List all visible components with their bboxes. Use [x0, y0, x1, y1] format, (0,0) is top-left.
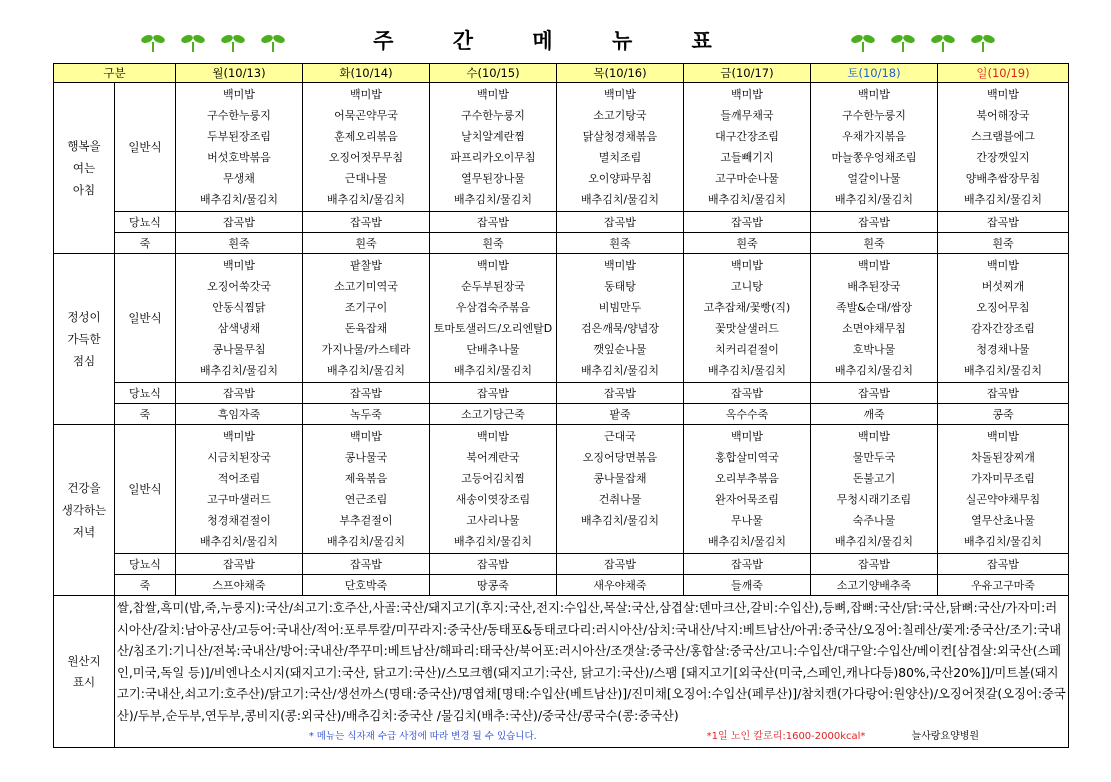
menu-item: 대구간장조림	[715, 130, 779, 143]
menu-change-note: * 메뉴는 식자재 수급 사정에 따라 변경 될 수 있습니다.	[309, 731, 537, 743]
page-title: 주 간 메 뉴 표	[373, 29, 738, 53]
diabetic-cell: 잡곡밥	[684, 383, 811, 404]
porridge-cell: 흰죽	[811, 233, 938, 254]
menu-item: 백미밥	[731, 88, 763, 101]
menu-cell	[176, 83, 303, 212]
menu-item: 백미밥	[858, 88, 890, 101]
menu-item: 조기구이	[344, 301, 388, 314]
menu-item: 고구마순나물	[715, 172, 779, 185]
menu-item: 훈제오리볶음	[334, 130, 398, 143]
diabetic-cell: 잡곡밥	[811, 383, 938, 404]
menu-item: 배추김치/물김치	[326, 364, 406, 377]
diabetic-cell: 잡곡밥	[176, 212, 303, 233]
menu-item: 완자어묵조림	[715, 493, 779, 506]
menu-cell	[303, 425, 430, 554]
meal-name-line: 생각하는	[61, 503, 107, 517]
porridge-cell: 소고기당근죽	[430, 404, 557, 425]
menu-item: 배추김치/물김치	[326, 535, 406, 548]
diabetic-cell: 잡곡밥	[430, 554, 557, 575]
menu-item: 오징어젓무무침	[328, 151, 404, 164]
menu-cell	[684, 254, 811, 383]
menu-item: 검은깨묵/양념장	[580, 322, 660, 335]
porridge-cell: 새우야채죽	[557, 575, 684, 596]
diabetic-cell: 잡곡밥	[938, 212, 1069, 233]
menu-item: 배추김치/물김치	[707, 193, 787, 206]
menu-cell	[430, 425, 557, 554]
menu-item: 구수한누룽지	[461, 109, 525, 122]
menu-cell	[938, 83, 1069, 212]
diabetic-cell: 잡곡밥	[938, 554, 1069, 575]
menu-item: 실곤약야채무침	[965, 493, 1041, 506]
porridge-cell: 우유고구마죽	[938, 575, 1069, 596]
menu-item: 간장깻잎지	[976, 151, 1030, 164]
menu-item: 백미밥	[604, 88, 636, 101]
diabetic-cell: 잡곡밥	[303, 554, 430, 575]
menu-item: 백미밥	[731, 259, 763, 272]
diabetic-cell: 잡곡밥	[938, 383, 1069, 404]
meal-name-line: 점심	[72, 354, 96, 368]
meal-name	[54, 254, 115, 425]
origin-label-line: 표시	[72, 674, 96, 689]
menu-item: 배추김치/물김치	[580, 364, 660, 377]
menu-item: 백미밥	[350, 88, 382, 101]
meal-diabetic-row	[54, 383, 1069, 404]
menu-item: 버섯호박볶음	[207, 151, 271, 164]
sprout-icon	[930, 30, 956, 54]
meal-diabetic-row	[54, 554, 1069, 575]
origin-label	[54, 596, 115, 748]
menu-item: 백미밥	[858, 430, 890, 443]
diabetic-cell: 잡곡밥	[176, 554, 303, 575]
header-day: 화(10/14)	[303, 64, 430, 83]
meal-name-line: 여는	[72, 161, 96, 175]
menu-item: 오이양파무침	[588, 172, 652, 185]
menu-item: 배추김치/물김치	[707, 535, 787, 548]
menu-item: 두부된장조림	[207, 130, 271, 143]
menu-item: 오징어당면볶음	[582, 451, 658, 464]
general-label: 일반식	[115, 254, 176, 383]
origin-cell	[115, 596, 1069, 748]
menu-item: 족발&순대/쌈장	[835, 301, 913, 314]
diabetic-cell: 잡곡밥	[684, 554, 811, 575]
menu-item: 들깨무채국	[720, 109, 774, 122]
menu-item: 열무산초나물	[971, 514, 1035, 527]
menu-item: 백미밥	[223, 259, 255, 272]
sprout-icon	[970, 30, 996, 54]
menu-item: 소고기미역국	[334, 280, 398, 293]
meal-diabetic-row	[54, 212, 1069, 233]
menu-item: 단배추나물	[466, 343, 520, 356]
porridge-label: 죽	[115, 233, 176, 254]
menu-item: 순두부된장국	[461, 280, 525, 293]
menu-item: 고니탕	[731, 280, 763, 293]
meal-porridge-row	[54, 404, 1069, 425]
general-label: 일반식	[115, 83, 176, 212]
origin-label-line: 원산지	[67, 653, 101, 668]
meal-porridge-row	[54, 575, 1069, 596]
menu-item: 배추김치/물김치	[707, 364, 787, 377]
meal-general-row	[54, 425, 1069, 554]
menu-item: 근대나물	[344, 172, 388, 185]
header-gubun: 구분	[54, 64, 176, 83]
diabetic-cell: 잡곡밥	[557, 212, 684, 233]
menu-item: 무나물	[731, 514, 763, 527]
menu-item: 우채가지볶음	[842, 130, 906, 143]
menu-item: 숙주나물	[852, 514, 896, 527]
menu-item: 삼색냉채	[217, 322, 261, 335]
menu-item: 닭살청경채볶음	[582, 130, 658, 143]
menu-item: 동태탕	[604, 280, 636, 293]
menu-item: 깻잎순나물	[593, 343, 647, 356]
menu-cell	[938, 425, 1069, 554]
menu-item: 무생채	[223, 172, 255, 185]
menu-item: 우삼겹숙주볶음	[455, 301, 531, 314]
menu-item: 차돌된장찌개	[971, 451, 1035, 464]
diabetic-label: 당뇨식	[115, 212, 176, 233]
menu-item: 배추김치/물김치	[326, 193, 406, 206]
menu-item: 안동식찜닭	[212, 301, 266, 314]
header-day: 금(10/17)	[684, 64, 811, 83]
porridge-cell: 소고기양배추죽	[811, 575, 938, 596]
footer	[117, 727, 1066, 747]
menu-item: 구수한누룽지	[207, 109, 271, 122]
menu-item: 구수한누룽지	[842, 109, 906, 122]
menu-item: 홍합살미역국	[715, 451, 779, 464]
menu-item: 새송이엿장조림	[455, 493, 531, 506]
menu-item: 백미밥	[477, 259, 509, 272]
meal-name	[54, 83, 115, 254]
menu-item: 고사리나물	[466, 514, 520, 527]
menu-item: 고구마샐러드	[207, 493, 271, 506]
porridge-cell: 흰죽	[303, 233, 430, 254]
menu-item: 제육볶음	[344, 472, 388, 485]
diabetic-cell: 잡곡밥	[430, 212, 557, 233]
porridge-cell: 단호박죽	[303, 575, 430, 596]
menu-item: 감자간장조림	[971, 322, 1035, 335]
menu-item: 백미밥	[350, 430, 382, 443]
menu-item: 배추김치/물김치	[453, 535, 533, 548]
menu-item: 배추김치/물김치	[963, 535, 1043, 548]
menu-cell	[176, 425, 303, 554]
menu-item: 백미밥	[223, 430, 255, 443]
meal-general-row	[54, 254, 1069, 383]
menu-item: 오징어무침	[976, 301, 1030, 314]
menu-item: 배추김치/물김치	[199, 193, 279, 206]
diabetic-label: 당뇨식	[115, 554, 176, 575]
diabetic-label: 당뇨식	[115, 383, 176, 404]
menu-item: 건취나물	[598, 493, 642, 506]
menu-item: 배추김치/물김치	[453, 193, 533, 206]
origin-text: 쌀,찹쌀,흑미(밥,죽,누룽지):국산/쇠고기:호주산,사골:국산/돼지고기(후지:국산,전지:수입산,목살:국산,삼겹살:덴마크산,갈비:수입산),등뼈,잡뼈:국산/닭:국산,닭뼈:국산/가자미:러시아산/갈치:남아공산/고등어:국내산/적어:포루투칼/미꾸라지:중국산/동태포&동태코다리:러시아산/삼치:국내산/낙지:베트남산/아귀:중국산/오징어:칠레산/꽃게:중국산/조기:국내산/침조기:기니산/전복:국내산/방어:국내산/쭈꾸미:베트남산/해파리:태국산/북어포:러시아산/조갯살:중국산/홍합살:중국산/고니:수입산/대구알:수입산/베이컨[삼겹살:외국산(스페인,미국,독일 등)]/비엔나소시지(돼지고기:국산, 닭고기:국산)/스모크햄(돼지고기:국산, 닭고기:국산)/스팸 [돼지고기[외국산(미국,스페인,캐나다등)80%,국산20%]]/미트볼(돼지고기:국내산,쇠고기:호주산)/닭고기:국산/생선까스(명태:중국산)/명엽채[명태:수입산(베트남산)]/진미채[오징어:수입산(페루산)]/참치캔(가다랑어:원양산)/오징어젓갈(오징어:중국산)/두부,순두부,연두부,콩비지(콩:외국산)/배추김치:중국산 /물김치(배추:국산)/중국산/콩국수(콩:중국산)	[117, 601, 1066, 723]
menu-cell	[811, 83, 938, 212]
porridge-cell: 깨죽	[811, 404, 938, 425]
calorie-note: *1일 노인 칼로리:1600-2000kcal*	[706, 731, 866, 743]
menu-item: 배추된장국	[847, 280, 901, 293]
diabetic-cell: 잡곡밥	[303, 212, 430, 233]
menu-item: 버섯찌개	[981, 280, 1025, 293]
diabetic-cell: 잡곡밥	[811, 554, 938, 575]
meal-name-line: 아침	[72, 183, 96, 197]
meal-name	[54, 425, 115, 596]
sprout-icon	[850, 30, 876, 54]
menu-item: 고추잡채/꽃빵(직)	[703, 301, 791, 314]
menu-item: 백미밥	[858, 259, 890, 272]
title-bar	[0, 0, 1111, 62]
menu-item: 소고기탕국	[593, 109, 647, 122]
menu-item: 소면야채무침	[842, 322, 906, 335]
porridge-cell: 스프야채죽	[176, 575, 303, 596]
header-row	[54, 64, 1069, 83]
menu-item: 콩나물무침	[212, 343, 266, 356]
menu-item: 배추김치/물김치	[453, 364, 533, 377]
menu-item: 백미밥	[987, 430, 1019, 443]
menu-cell	[557, 254, 684, 383]
general-label: 일반식	[115, 425, 176, 554]
menu-item: 청경채겉절이	[207, 514, 271, 527]
header-day: 목(10/16)	[557, 64, 684, 83]
menu-item: 돈육잡채	[344, 322, 388, 335]
header-day: 일(10/19)	[938, 64, 1069, 83]
menu-item: 부추겉절이	[339, 514, 393, 527]
menu-cell	[176, 254, 303, 383]
menu-item: 백미밥	[477, 430, 509, 443]
header-day: 토(10/18)	[811, 64, 938, 83]
menu-item: 열무된장나물	[461, 172, 525, 185]
menu-item: 백미밥	[987, 259, 1019, 272]
porridge-cell: 들깨죽	[684, 575, 811, 596]
meal-name-line: 행복을	[67, 139, 101, 153]
menu-item: 얼갈이나물	[847, 172, 901, 185]
menu-item: 가자미무조림	[971, 472, 1035, 485]
menu-item: 물만두국	[852, 451, 896, 464]
porridge-cell: 옥수수죽	[684, 404, 811, 425]
header-day: 수(10/15)	[430, 64, 557, 83]
menu-item: 배추김치/물김치	[580, 193, 660, 206]
porridge-cell: 흰죽	[684, 233, 811, 254]
menu-cell	[430, 254, 557, 383]
diabetic-cell: 잡곡밥	[684, 212, 811, 233]
menu-item: 배추김치/물김치	[199, 535, 279, 548]
meal-general-row	[54, 83, 1069, 212]
menu-cell	[557, 425, 684, 554]
menu-item: 백미밥	[477, 88, 509, 101]
menu-item: 호박나물	[852, 343, 896, 356]
porridge-cell: 녹두죽	[303, 404, 430, 425]
meal-name-line: 정성이	[67, 310, 101, 324]
menu-item: 적어조림	[217, 472, 261, 485]
menu-item: 팥찰밥	[350, 259, 382, 272]
menu-item: 날치알계란찜	[461, 130, 525, 143]
menu-item: 양배추쌈장무침	[965, 172, 1041, 185]
porridge-cell: 땅콩죽	[430, 575, 557, 596]
porridge-cell: 흰죽	[430, 233, 557, 254]
menu-item: 비빔만두	[598, 301, 642, 314]
menu-item	[557, 531, 683, 552]
menu-item: 오리부추볶음	[715, 472, 779, 485]
menu-item: 마늘쫑우엉채조림	[831, 151, 917, 164]
menu-cell	[811, 425, 938, 554]
menu-item: 백미밥	[731, 430, 763, 443]
menu-item: 배추김치/물김치	[963, 193, 1043, 206]
diabetic-cell: 잡곡밥	[176, 383, 303, 404]
menu-item: 배추김치/물김치	[834, 535, 914, 548]
menu-item: 고등어김치찜	[461, 472, 525, 485]
menu-item: 무청시래기조림	[836, 493, 912, 506]
diabetic-cell: 잡곡밥	[430, 383, 557, 404]
meal-porridge-row	[54, 233, 1069, 254]
porridge-cell: 팥죽	[557, 404, 684, 425]
menu-cell	[303, 83, 430, 212]
menu-item: 배추김치/물김치	[199, 364, 279, 377]
porridge-cell: 흑임자죽	[176, 404, 303, 425]
menu-item: 스크램블에그	[971, 130, 1035, 143]
menu-item: 백미밥	[223, 88, 255, 101]
porridge-cell: 흰죽	[176, 233, 303, 254]
weekly-menu-table	[53, 63, 1069, 748]
menu-cell	[684, 83, 811, 212]
menu-item: 북어계란국	[466, 451, 520, 464]
sprout-icon	[890, 30, 916, 54]
menu-item: 가지나물/카스테라	[321, 343, 411, 356]
origin-row	[54, 596, 1069, 748]
meal-name-line: 건강을	[67, 481, 101, 495]
menu-item: 배추김치/물김치	[963, 364, 1043, 377]
hospital-name: 늘사랑요양병원	[911, 731, 980, 743]
menu-item: 근대국	[604, 430, 636, 443]
sprout-group-right	[850, 30, 996, 54]
menu-item: 멸치조림	[598, 151, 642, 164]
menu-cell	[811, 254, 938, 383]
porridge-cell: 콩죽	[938, 404, 1069, 425]
menu-item: 어묵곤약무국	[334, 109, 398, 122]
menu-item: 배추김치/물김치	[580, 514, 660, 527]
menu-item: 치커리겉절이	[715, 343, 779, 356]
menu-cell	[430, 83, 557, 212]
menu-item: 시금치된장국	[207, 451, 271, 464]
menu-item: 백미밥	[987, 88, 1019, 101]
diabetic-cell: 잡곡밥	[557, 554, 684, 575]
menu-item: 돈불고기	[852, 472, 896, 485]
porridge-cell: 흰죽	[938, 233, 1069, 254]
menu-item: 연근조림	[344, 493, 388, 506]
menu-item: 콩나물국	[344, 451, 388, 464]
meal-name-line: 가득한	[67, 332, 101, 346]
diabetic-cell: 잡곡밥	[811, 212, 938, 233]
menu-item: 꽃맛살샐러드	[715, 322, 779, 335]
porridge-label: 죽	[115, 575, 176, 596]
porridge-cell: 흰죽	[557, 233, 684, 254]
menu-item: 고들빼기지	[720, 151, 774, 164]
menu-cell	[303, 254, 430, 383]
menu-item: 배추김치/물김치	[834, 193, 914, 206]
porridge-label: 죽	[115, 404, 176, 425]
menu-item: 파프리카오이무침	[450, 151, 536, 164]
menu-cell	[557, 83, 684, 212]
menu-item: 오징어쑥갓국	[207, 280, 271, 293]
menu-item: 콩나물잡채	[593, 472, 647, 485]
menu-item: 백미밥	[604, 259, 636, 272]
meal-name-line: 저녁	[72, 525, 96, 539]
menu-item: 북어해장국	[976, 109, 1030, 122]
header-day: 월(10/13)	[176, 64, 303, 83]
menu-item: 청경채나물	[976, 343, 1030, 356]
menu-cell	[684, 425, 811, 554]
menu-item: 배추김치/물김치	[834, 364, 914, 377]
menu-item: 토마토샐러드/오리엔탈D	[433, 322, 553, 335]
menu-cell	[938, 254, 1069, 383]
diabetic-cell: 잡곡밥	[303, 383, 430, 404]
diabetic-cell: 잡곡밥	[557, 383, 684, 404]
